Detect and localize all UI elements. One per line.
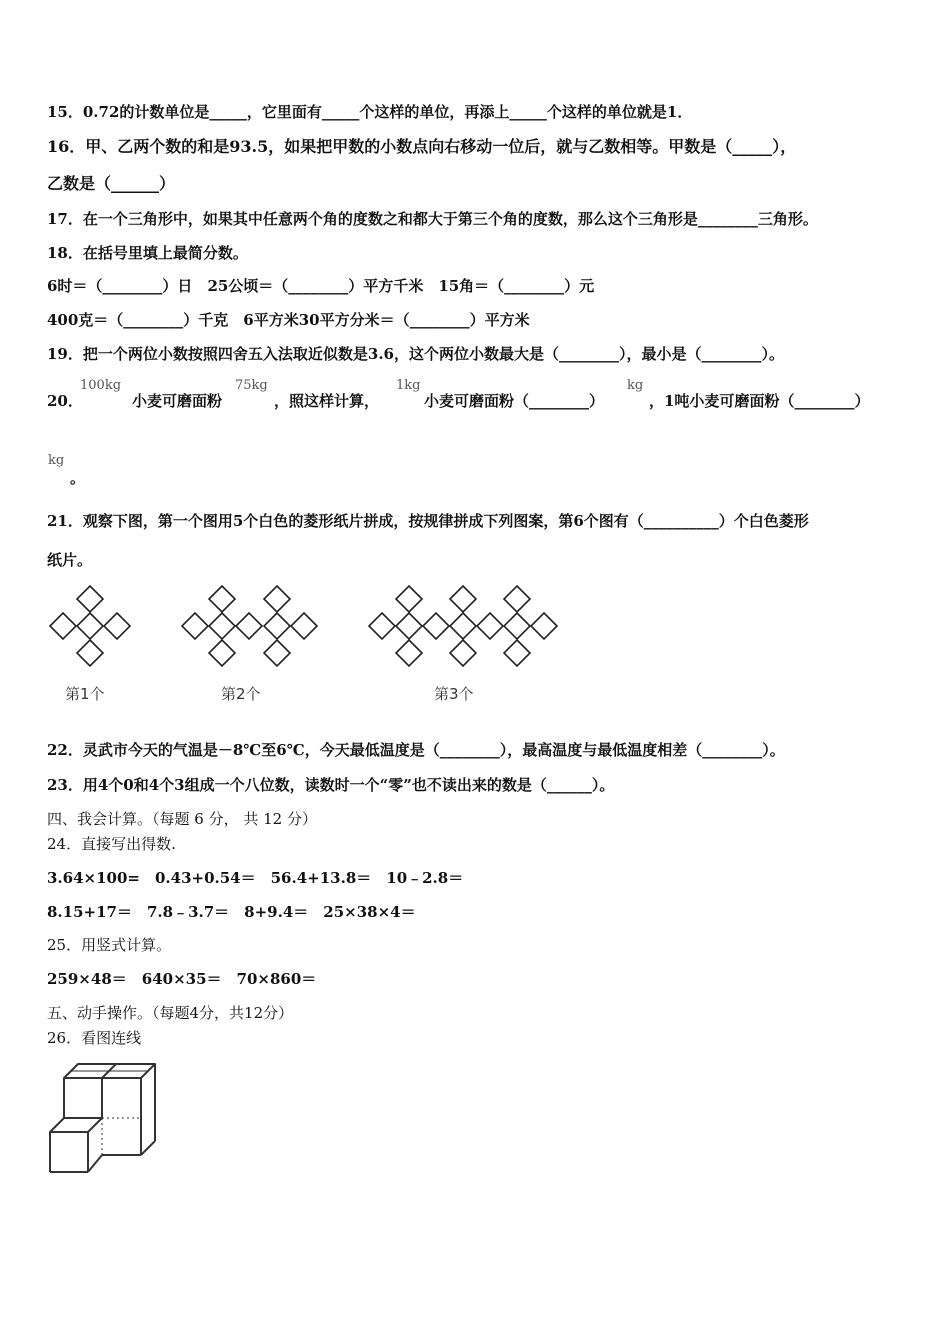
question-17: 17．在一个三角形中，如果其中任意两个角的度数之和都大于第三个角的度数，那么这个三角形是________三角形。 (47, 210, 818, 228)
question-24-row1: 3.64×100= 0.43+0.54＝ 56.4+13.8＝ 10﹣2.8＝ (47, 869, 464, 887)
question-16-line2: 乙数是（______） (47, 174, 176, 193)
fig3-rhombus (423, 613, 449, 639)
fig2-rhombus (236, 613, 262, 639)
question-21-line1: 21．观察下图，第一个图用5个白色的菱形纸片拼成，按规律拼成下列图案，第6个图有（__________）个白色菱形 (47, 512, 809, 530)
fig2-rhombus (209, 613, 235, 639)
question-20-num: 20． (47, 392, 83, 410)
question-24: 24．直接写出得数. (47, 835, 176, 853)
question-18-row1: 6时＝（________）日 25公顷＝（________）平方千米 15角＝（________）元 (47, 277, 595, 295)
question-23: 23．用4个0和4个3组成一个八位数，读数时一个“零”也不读出来的数是（______）。 (47, 776, 615, 794)
q20-value-100kg: 100kg (80, 378, 122, 393)
q20-value-75kg: 75kg (235, 378, 268, 393)
fig3-rhombus (450, 640, 476, 666)
fig3-rhombus (531, 613, 557, 639)
figure-label-1: 第1个 (65, 685, 105, 703)
fig3-rhombus (477, 613, 503, 639)
fig2-rhombus (182, 613, 208, 639)
q20-text-3: 小麦可磨面粉（________） (424, 392, 605, 410)
fig2-rhombus (264, 613, 290, 639)
question-25: 25．用竖式计算。 (47, 936, 172, 954)
fig2-rhombus (264, 586, 290, 612)
q20-unit-kg-1: kg (627, 378, 644, 393)
fig2-rhombus (209, 640, 235, 666)
fig2-rhombus (209, 586, 235, 612)
question-22: 22．灵武市今天的气温是－8℃至6℃，今天最低温度是（________），最高温度与最低温度相差（________）。 (47, 741, 785, 759)
fig1-rhombus (77, 640, 103, 666)
question-15: 15．0.72的计数单位是_____，它里面有_____个这样的单位，再添上_____个这样的单位就是1． (47, 103, 693, 121)
fig1-rhombus (50, 613, 76, 639)
section-4-heading: 四、我会计算。（每题 6 分， 共 12 分） (47, 810, 317, 828)
fig3-rhombus (396, 613, 422, 639)
fig1-rhombus (77, 586, 103, 612)
figure-label-2: 第2个 (221, 685, 261, 703)
q20-text-5: 。 (70, 469, 86, 487)
question-21-line2: 纸片。 (47, 551, 93, 569)
q20-text-1: 小麦可磨面粉 (132, 392, 223, 410)
fig3-rhombus (450, 586, 476, 612)
fig3-rhombus (396, 640, 422, 666)
fig3-rhombus (504, 613, 530, 639)
fig3-rhombus (369, 613, 395, 639)
question-19: 19．把一个两位小数按照四舍五入法取近似数是3.6，这个两位小数最大是（________），最小是（________）。 (47, 345, 784, 363)
question-18-row2: 400克＝（________）千克 6平方米30平方分米＝（________）平方米 (47, 311, 530, 329)
section-5-heading: 五、动手操作。（每题4分，共12分） (47, 1004, 294, 1022)
question-16-line1: 16．甲、乙两个数的和是93.5，如果把甲数的小数点向右移动一位后，就与乙数相等。甲数是（_____）， (47, 137, 797, 156)
q20-text-4: ，1吨小麦可磨面粉（________） (649, 392, 870, 410)
figure-label-3: 第3个 (434, 685, 474, 703)
question-24-row2: 8.15+17＝ 7.8﹣3.7＝ 8+9.4＝ 25×38×4＝ (47, 903, 416, 921)
fig3-rhombus (396, 586, 422, 612)
fig3-rhombus (504, 586, 530, 612)
question-18: 18．在括号里填上最简分数。 (47, 244, 248, 262)
fig3-rhombus (450, 613, 476, 639)
fig2-rhombus (291, 613, 317, 639)
q20-value-1kg: 1kg (396, 378, 421, 393)
fig3-rhombus (504, 640, 530, 666)
fig1-rhombus (104, 613, 130, 639)
q20-text-2: ，照这样计算， (274, 392, 380, 410)
fig2-rhombus (264, 640, 290, 666)
q20-unit-kg-2: kg (48, 453, 65, 468)
question-26: 26．看图连线 (47, 1029, 142, 1047)
fig1-rhombus (77, 613, 103, 639)
question-25-row: 259×48＝ 640×35＝ 70×860＝ (47, 970, 317, 988)
